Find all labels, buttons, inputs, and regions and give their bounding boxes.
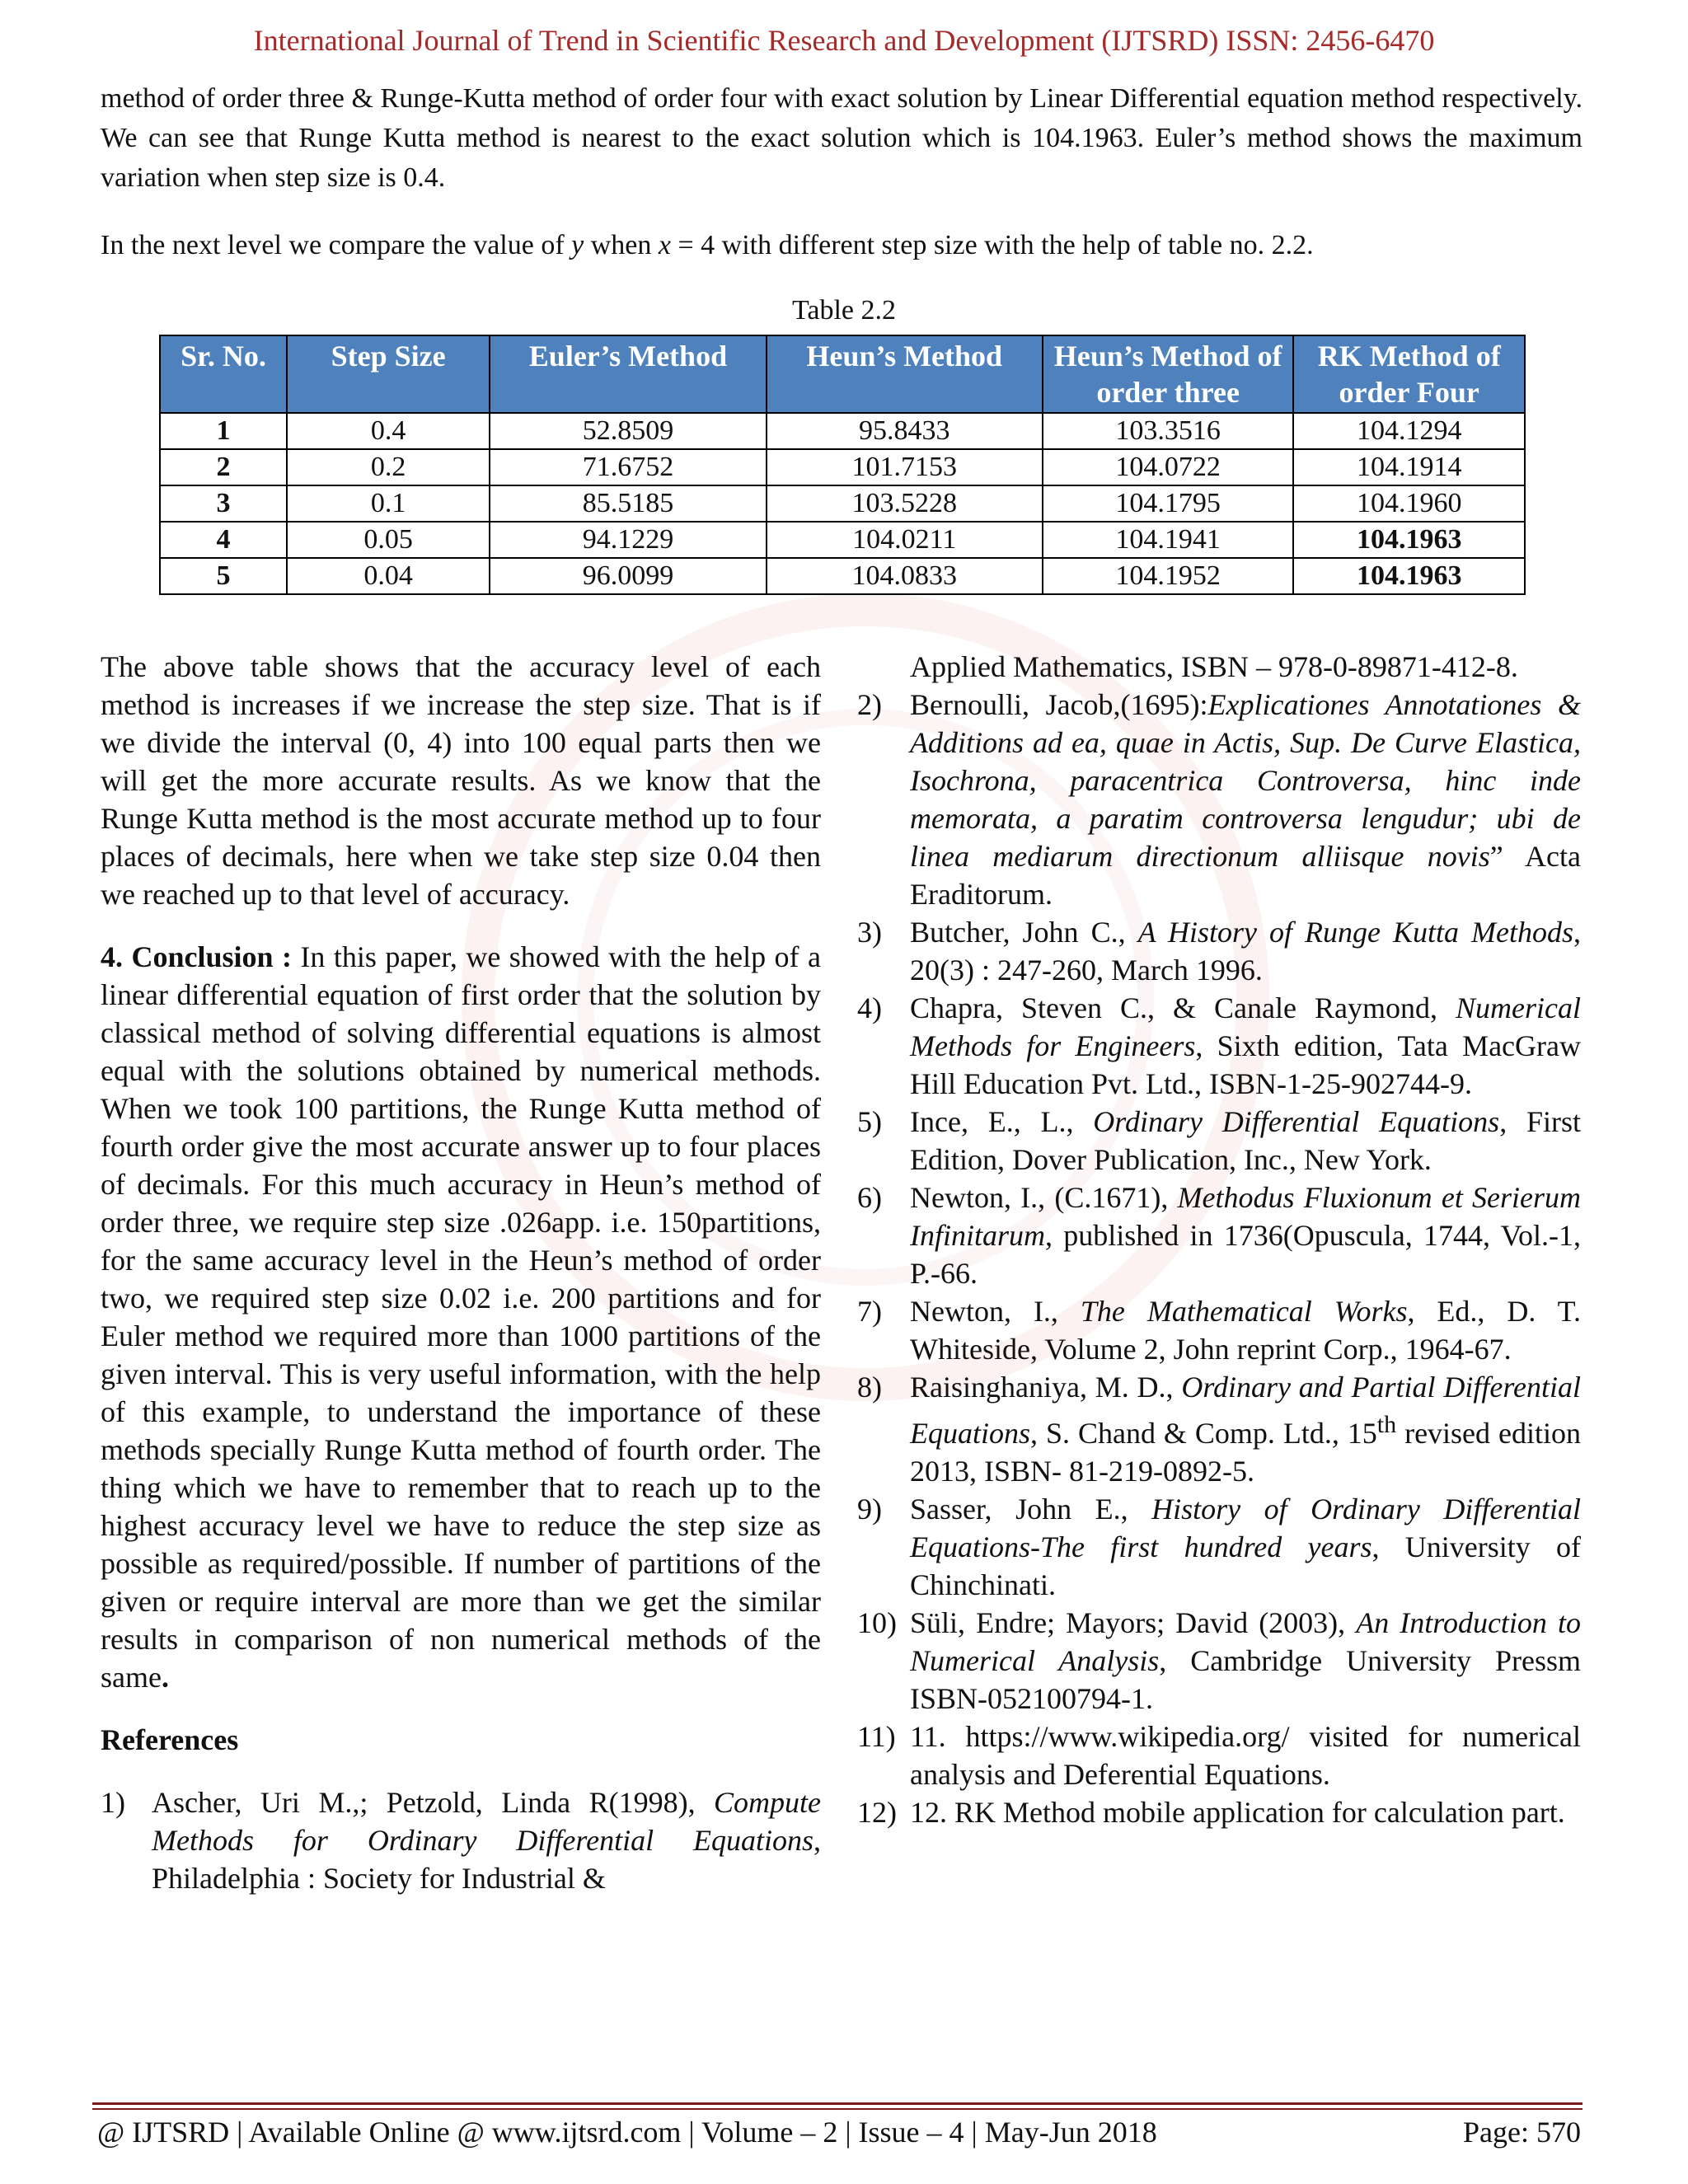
cell: 4 — [160, 522, 287, 558]
reference-item: 9) Sasser, John E., History of Ordinary Differential Equations-The first hundred years, University of Chinchinati. — [857, 1493, 1582, 1601]
cell: 0.05 — [287, 522, 490, 558]
intro-paragraph-2: In the next level we compare the value of y when x = 4 with different step size with the help of table no. 2.2. — [101, 230, 1314, 260]
cell: 3 — [160, 485, 287, 522]
cell: 104.1294 — [1293, 413, 1525, 449]
header-rk-four: RK Method of order Four — [1293, 335, 1525, 413]
cell: 104.1952 — [1043, 558, 1294, 594]
footer-rule — [92, 2102, 1582, 2105]
intro-paragraph: method of order three & Runge-Kutta method of order four with exact solution by Linear Differential equation method respectively. We can see that Runge Kutta method is nearest to the exact solution which is 104.1963. Euler’s method shows the maximum variation when step size is 0.4. — [101, 83, 1582, 193]
cell: 104.1941 — [1043, 522, 1294, 558]
table-row — [160, 522, 1525, 558]
reference-item: 4) Chapra, Steven C., & Canale Raymond, Numerical Methods for Engineers, Sixth edition, Tata MacGraw Hill Education Pvt. Ltd., ISBN-1-25-902744-9. — [857, 991, 1581, 1100]
cell: 104.1963 — [1293, 558, 1525, 594]
page-number: Page: 570 — [1463, 2116, 1581, 2149]
cell: 71.6752 — [490, 449, 766, 485]
cell: 103.3516 — [1043, 413, 1294, 449]
table-row — [160, 485, 1525, 522]
cell: 1 — [160, 413, 287, 449]
cell: 5 — [160, 558, 287, 594]
cell: 0.04 — [287, 558, 490, 594]
reference-item: 6) Newton, I., (C.1671), Methodus Fluxionum et Serierum Infinitarum, published in 1736(Opuscula, 1744, Vol.-1, P.-66. — [857, 1181, 1582, 1290]
cell: 96.0099 — [490, 558, 766, 594]
page-footer — [97, 2115, 1581, 2149]
reference-item: 5) Ince, E., L., Ordinary Differential Equations, First Edition, Dover Publication, Inc., New York. — [857, 1105, 1581, 1176]
cell: 94.1229 — [490, 522, 766, 558]
reference-item-continued: Applied Mathematics, ISBN – 978-0-89871-412-8. — [910, 650, 1518, 683]
table-row — [160, 413, 1525, 449]
reference-item: 8) Raisinghaniya, M. D., Ordinary and Partial Differential Equations, S. Chand & Comp. Ltd., 15th revised edition 2013, ISBN- 81-219-0892-5. — [857, 1371, 1581, 1488]
reference-item: 11) 11. https://www.wikipedia.org/ visited for numerical analysis and Deferential Equations. — [857, 1720, 1581, 1791]
cell: 101.7153 — [767, 449, 1043, 485]
reference-item: 2) Bernoulli, Jacob,(1695):Explicationes Annotationes & Additions ad ea, quae in Actis, Sup. De Curve Elastica, Isochrona, paracentrica Controversa, hinc inde memorata, a paratim controversa lengudur; ubi de linea mediarum directionum alliisque novis” Acta Eraditorum. — [857, 688, 1582, 911]
cell: 104.1795 — [1043, 485, 1294, 522]
conclusion-heading: 4. Conclusion : — [101, 940, 292, 973]
reference-item: 3) Butcher, John C., A History of Runge Kutta Methods, 20(3) : 247-260, March 1996. — [857, 916, 1581, 987]
cell: 104.1914 — [1293, 449, 1525, 485]
reference-item: 1) Ascher, Uri M.,; Petzold, Linda R(1998), Compute Methods for Ordinary Differential Equations, Philadelphia : Society for Industrial & — [101, 1786, 821, 1895]
accuracy-paragraph: The above table shows that the accuracy level of each method is increases if we increase the step size. That is if we divide the interval (0, 4) into 100 equal parts then we will get the more accurate results. As we know that the Runge Kutta method is the most accurate method up to four places of decimals, here when we take step size 0.04 then we reached up to that level of accuracy. — [101, 650, 821, 911]
header-heun-three: Heun’s Method of order three — [1043, 335, 1294, 413]
cell: 95.8433 — [767, 413, 1043, 449]
header-step-size: Step Size — [287, 335, 490, 413]
table-header-row — [160, 335, 1525, 413]
reference-item: 10) Süli, Endre; Mayors; David (2003), An Introduction to Numerical Analysis, Cambridge University Pressm ISBN-052100794-1. — [857, 1606, 1582, 1715]
cell: 104.0722 — [1043, 449, 1294, 485]
references-heading: References — [101, 1723, 239, 1756]
cell: 103.5228 — [767, 485, 1043, 522]
reference-item: 7) Newton, I., The Mathematical Works, Ed., D. T. Whiteside, Volume 2, John reprint Corp., 1964-67. — [857, 1295, 1581, 1366]
cell: 104.1963 — [1293, 522, 1525, 558]
header-sr-no: Sr. No. — [160, 335, 287, 413]
header-heun: Heun’s Method — [767, 335, 1043, 413]
cell: 52.8509 — [490, 413, 766, 449]
right-column — [857, 648, 1581, 1831]
cell: 0.1 — [287, 485, 490, 522]
cell: 104.0833 — [767, 558, 1043, 594]
reference-item: 12) 12. RK Method mobile application for calculation part. — [857, 1796, 1565, 1829]
cell: 85.5185 — [490, 485, 766, 522]
conclusion-paragraph: 4. Conclusion : In this paper, we showed with the help of a linear differential equation of first order that the solution by classical method of solving differential equations is almost equal with the solutions obtained by numerical methods. When we took 100 partitions, the Runge Kutta method of fourth order give the most accurate answer up to four places of decimals. For this much accuracy in Heun’s method of order three, we require step size .026app. i.e. 150partitions, for the same accuracy level in the Heun’s method of order two, we required step size 0.02 i.e. 200 partitions and for Euler method we required more than 1000 partitions of the given interval. This is very useful information, with the help of this example, to understand the importance of these methods specially Runge Kutta method of fourth order. The thing which we have to remember that to reach up to the highest accuracy level we have to reduce the step size as possible as required/possible. If number of partitions of the given or require interval are more than we get the similar results in comparison of non numerical methods of the same. — [101, 940, 821, 1694]
cell: 0.2 — [287, 449, 490, 485]
table-row — [160, 558, 1525, 594]
left-column — [101, 648, 821, 1897]
cell: 2 — [160, 449, 287, 485]
table-caption: Table 2.2 — [791, 295, 897, 326]
cell: 104.0211 — [767, 522, 1043, 558]
cell: 0.4 — [287, 413, 490, 449]
header-euler: Euler’s Method — [490, 335, 766, 413]
cell: 104.1960 — [1293, 485, 1525, 522]
table-row — [160, 449, 1525, 485]
footer-rule-thin — [92, 2108, 1582, 2110]
results-table — [159, 335, 1526, 595]
journal-header: International Journal of Trend in Scientific Research and Development (IJTSRD) ISSN: 2456-6470 — [253, 24, 1435, 57]
footer-info: @ IJTSRD | Available Online @ www.ijtsrd.com | Volume – 2 | Issue – 4 | May-Jun 2018 — [97, 2116, 1157, 2149]
